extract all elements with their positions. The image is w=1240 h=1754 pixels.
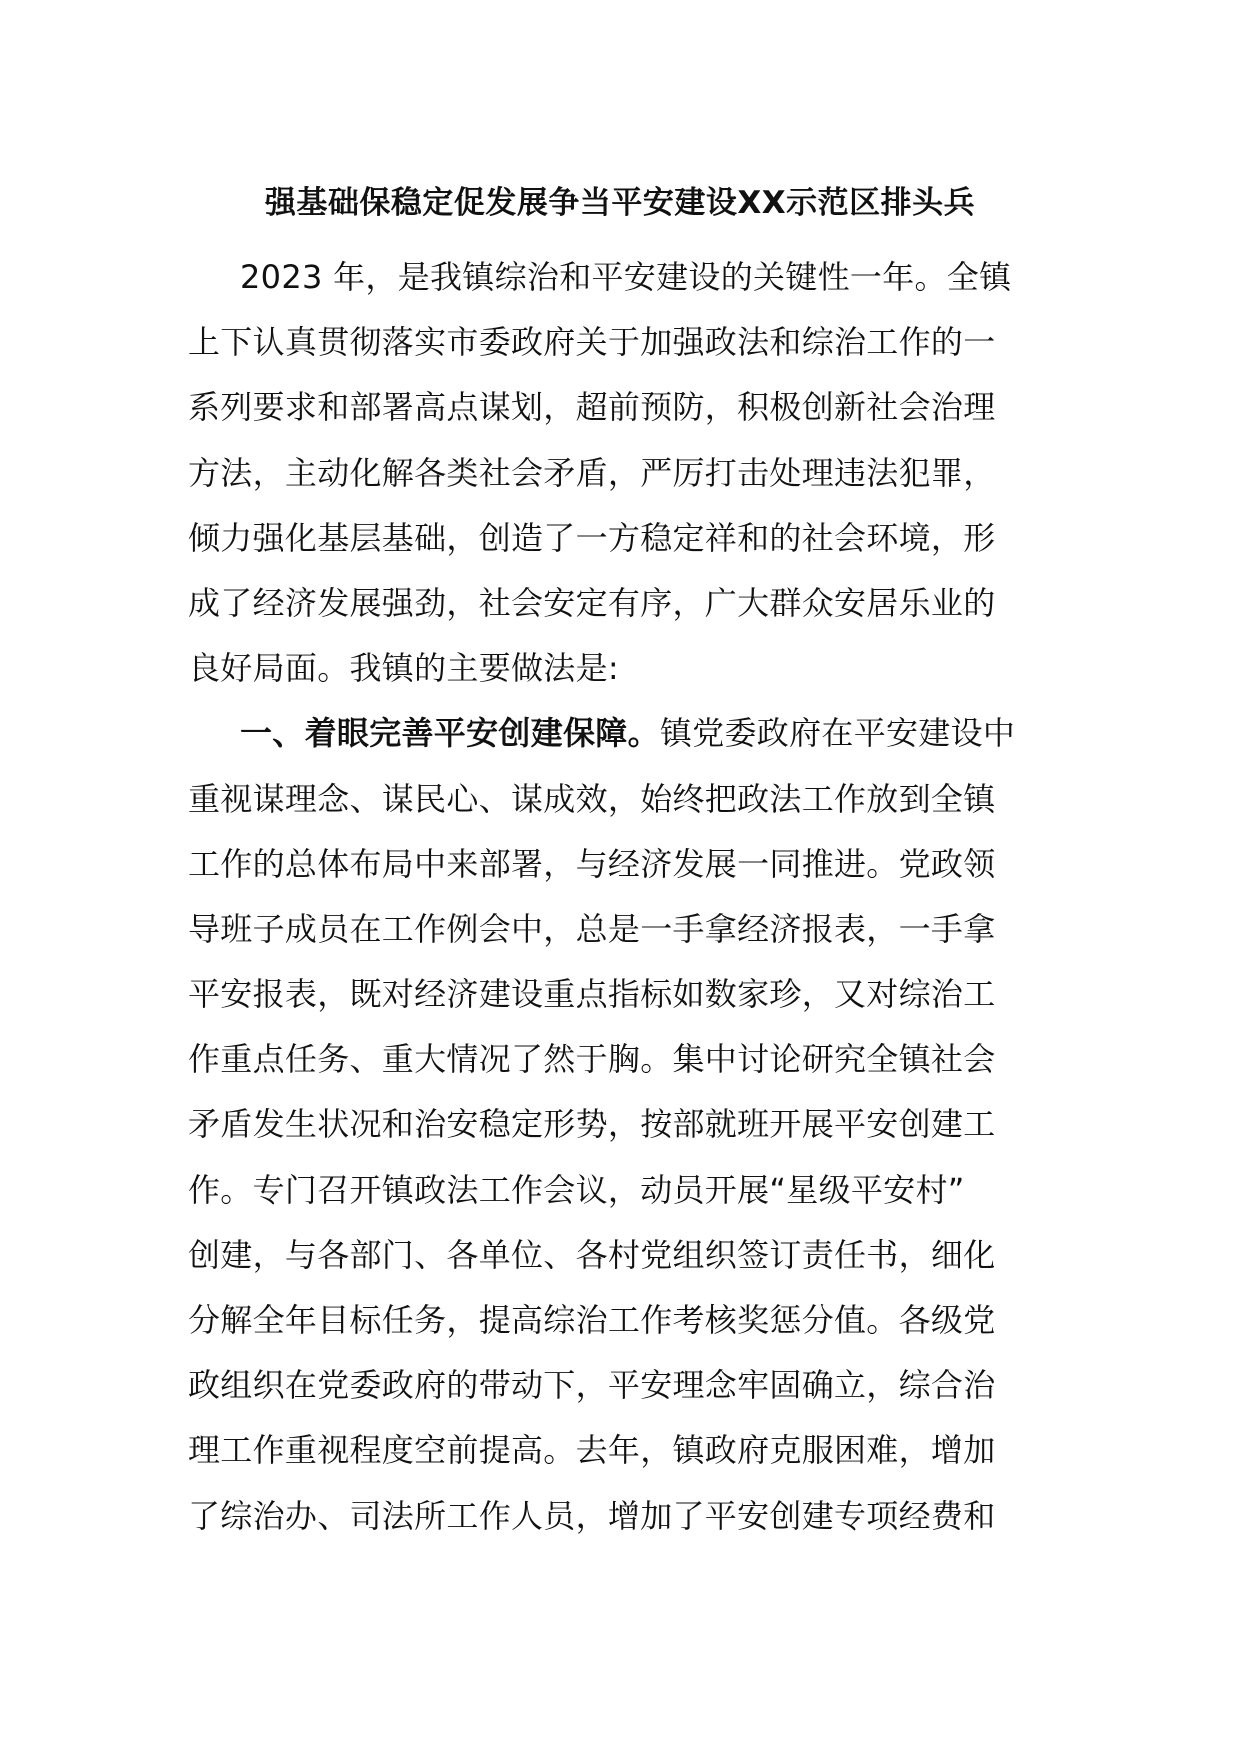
section-heading: 一、着眼完善平安创建保障。 <box>240 714 660 753</box>
section-first-line-text: 镇党委政府在平安建设中 <box>659 714 1016 753</box>
text-line: 系列要求和部署高点谋划，超前预防，积极创新社会治理 <box>188 388 996 427</box>
text-line: 作。专门召开镇政法工作会议，动员开展“星级平安村” <box>188 1170 965 1209</box>
text-line: 作重点任务、重大情况了然于胸。集中讨论研究全镇社会 <box>188 1040 996 1079</box>
text-line: 良好局面。我镇的主要做法是: <box>188 649 619 688</box>
document-body <box>188 245 1068 1549</box>
text-line: 政组织在党委政府的带动下，平安理念牢固确立，综合治 <box>188 1366 996 1405</box>
text-line: 2023 年，是我镇综治和平安建设的关键性一年。全镇 <box>240 258 1012 296</box>
text-line: 工作的总体布局中来部署，与经济发展一同推进。党政领 <box>188 844 996 883</box>
document-title: 强基础保稳定促发展争当平安建设XX示范区排头兵 <box>264 185 976 221</box>
text-line: 导班子成员在工作例会中，总是一手拿经济报表，一手拿 <box>188 909 996 948</box>
text-line: 上下认真贯彻落实市委政府关于加强政法和综治工作的一 <box>188 323 996 362</box>
text-line: 成了经济发展强劲，社会安定有序，广大群众安居乐业的 <box>188 583 996 622</box>
text-line: 方法，主动化解各类社会矛盾，严厉打击处理违法犯罪， <box>188 453 996 492</box>
text-line: 平安报表，既对经济建设重点指标如数家珍，又对综治工 <box>188 975 996 1014</box>
text-line: 倾力强化基层基础，创造了一方稳定祥和的社会环境，形 <box>188 518 996 557</box>
text-line: 重视谋理念、谋民心、谋成效，始终把政法工作放到全镇 <box>188 779 996 818</box>
text-line: 理工作重视程度空前提高。去年，镇政府克服困难，增加 <box>188 1431 996 1470</box>
text-line: 了综治办、司法所工作人员，增加了平安创建专项经费和 <box>188 1496 996 1535</box>
text-line: 矛盾发生状况和治安稳定形势，按部就班开展平安创建工 <box>188 1105 996 1144</box>
section-first-line <box>188 701 1068 766</box>
text-line: 创建，与各部门、各单位、各村党组织签订责任书，细化 <box>188 1235 996 1274</box>
text-line: 分解全年目标任务，提高综治工作考核奖惩分值。各级党 <box>188 1301 996 1339</box>
